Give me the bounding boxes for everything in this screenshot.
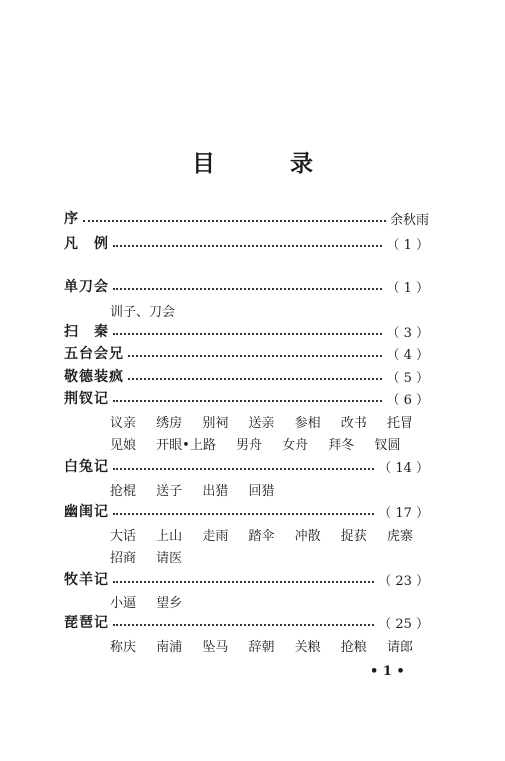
toc-entry-name: 扫 秦 xyxy=(64,324,109,340)
scene-name: 走雨 xyxy=(202,529,229,544)
scene-name: 回猎 xyxy=(248,484,275,499)
sub-scenes-jingchaiji-1 xyxy=(110,412,429,431)
scene-name: 别祠 xyxy=(202,416,229,431)
toc-entry-youguiji xyxy=(64,501,429,521)
sub-scenes-jingchaiji-2 xyxy=(110,434,416,453)
toc-entry-jingchaiji xyxy=(64,388,429,408)
scene-name: 男舟 xyxy=(235,438,262,453)
scene-name: 送亲 xyxy=(248,416,275,431)
toc-entry-name: 白兔记 xyxy=(64,459,109,475)
scene-name: 踏伞 xyxy=(248,529,275,544)
leader-dots xyxy=(128,377,382,380)
scene-name: 拜冬 xyxy=(328,438,355,453)
toc-entry-page: （ 23 ） xyxy=(378,573,429,589)
scene-name: 冲散 xyxy=(294,529,321,544)
scene-name: 绣房 xyxy=(156,416,183,431)
scene-name: 钗圆 xyxy=(374,438,401,453)
leader-dots xyxy=(128,354,382,357)
scene-name: 参相 xyxy=(294,416,321,431)
scene-name: 坠马 xyxy=(202,640,229,655)
toc-entry-name: 五台会兄 xyxy=(64,346,124,362)
leader-dots xyxy=(113,512,374,515)
sub-scenes-youguiji-2 xyxy=(110,547,198,566)
scene-name: 抢棍 xyxy=(110,484,137,499)
scene-name: 出猎 xyxy=(202,484,229,499)
scene-name: 关粮 xyxy=(294,640,321,655)
scene-name: 见娘 xyxy=(110,438,137,453)
scene-name: 议亲 xyxy=(110,416,137,431)
scene-name: 小逼 xyxy=(110,596,137,611)
scene-name: 辞朝 xyxy=(248,640,275,655)
toc-entry-page: 余秋雨 xyxy=(389,212,429,228)
toc-entry-page: （ 4 ） xyxy=(386,347,429,363)
scene-name: 抢粮 xyxy=(340,640,367,655)
sub-scenes-dandaohui xyxy=(110,301,191,320)
leader-dots xyxy=(113,244,382,247)
toc-entry-wutaihuixiong xyxy=(64,343,429,363)
leader-dots xyxy=(83,219,386,222)
scene-name: 女舟 xyxy=(282,438,309,453)
toc-entry-saoqin xyxy=(64,321,429,341)
sub-scenes-muyangji xyxy=(110,592,198,611)
scene-name: 托冒 xyxy=(386,416,413,431)
scene-name: 捉获 xyxy=(340,529,367,544)
leader-dots xyxy=(113,399,382,402)
scene-name: 送子 xyxy=(156,484,183,499)
toc-entry-name: 牧羊记 xyxy=(64,572,109,588)
toc-entry-name: 凡 例 xyxy=(64,236,109,252)
toc-entry-name: 幽闺记 xyxy=(64,504,109,520)
toc-entry-jingdezhuangfeng xyxy=(64,366,429,386)
page-number: • 1 • xyxy=(370,664,405,679)
toc-entry-baituji xyxy=(64,456,429,476)
scene-name: 招商 xyxy=(110,551,137,566)
scene-name: 请郎 xyxy=(386,640,413,655)
scene-name: 大话 xyxy=(110,529,137,544)
toc-entry-fanli xyxy=(64,233,429,253)
toc-entry-pipaji xyxy=(64,612,429,632)
scene-name: 上山 xyxy=(156,529,183,544)
scene-name: 称庆 xyxy=(110,640,137,655)
leader-dots xyxy=(113,623,374,626)
toc-entry-name: 单刀会 xyxy=(64,279,109,295)
toc-entry-muyangji xyxy=(64,569,429,589)
toc-entry-page: （ 6 ） xyxy=(386,392,429,408)
toc-entry-name: 序 xyxy=(64,211,79,227)
leader-dots xyxy=(113,467,374,470)
leader-dots xyxy=(113,287,382,290)
toc-entry-dandaohui xyxy=(64,276,429,296)
toc-entry-page: （ 14 ） xyxy=(378,460,429,476)
scene-name: 南浦 xyxy=(156,640,183,655)
sub-scenes-baituji xyxy=(110,480,290,499)
scene-name: 训子、刀会 xyxy=(110,305,176,320)
toc-entry-preface xyxy=(64,208,429,228)
toc-entry-page: （ 3 ） xyxy=(386,325,429,341)
scene-name: 请医 xyxy=(156,551,183,566)
page-title: 目 录 xyxy=(192,150,339,177)
sub-scenes-youguiji-1 xyxy=(110,525,429,544)
leader-dots xyxy=(113,332,382,335)
toc-entry-page: （ 25 ） xyxy=(378,616,429,632)
toc-entry-name: 琵琶记 xyxy=(64,615,109,631)
scene-name: 虎寨 xyxy=(386,529,413,544)
leader-dots xyxy=(113,580,374,583)
scene-name: 望乡 xyxy=(156,596,183,611)
scene-name: 开眼•上路 xyxy=(156,438,216,453)
toc-entry-page: （ 17 ） xyxy=(378,505,429,521)
scene-name: 改书 xyxy=(340,416,367,431)
toc-entry-name: 敬德装疯 xyxy=(64,369,124,385)
toc-entry-page: （ 5 ） xyxy=(386,370,429,386)
toc-entry-page: （ 1 ） xyxy=(386,237,429,253)
toc-entry-name: 荆钗记 xyxy=(64,391,109,407)
sub-scenes-pipaji xyxy=(110,636,429,655)
toc-entry-page: （ 1 ） xyxy=(386,280,429,296)
